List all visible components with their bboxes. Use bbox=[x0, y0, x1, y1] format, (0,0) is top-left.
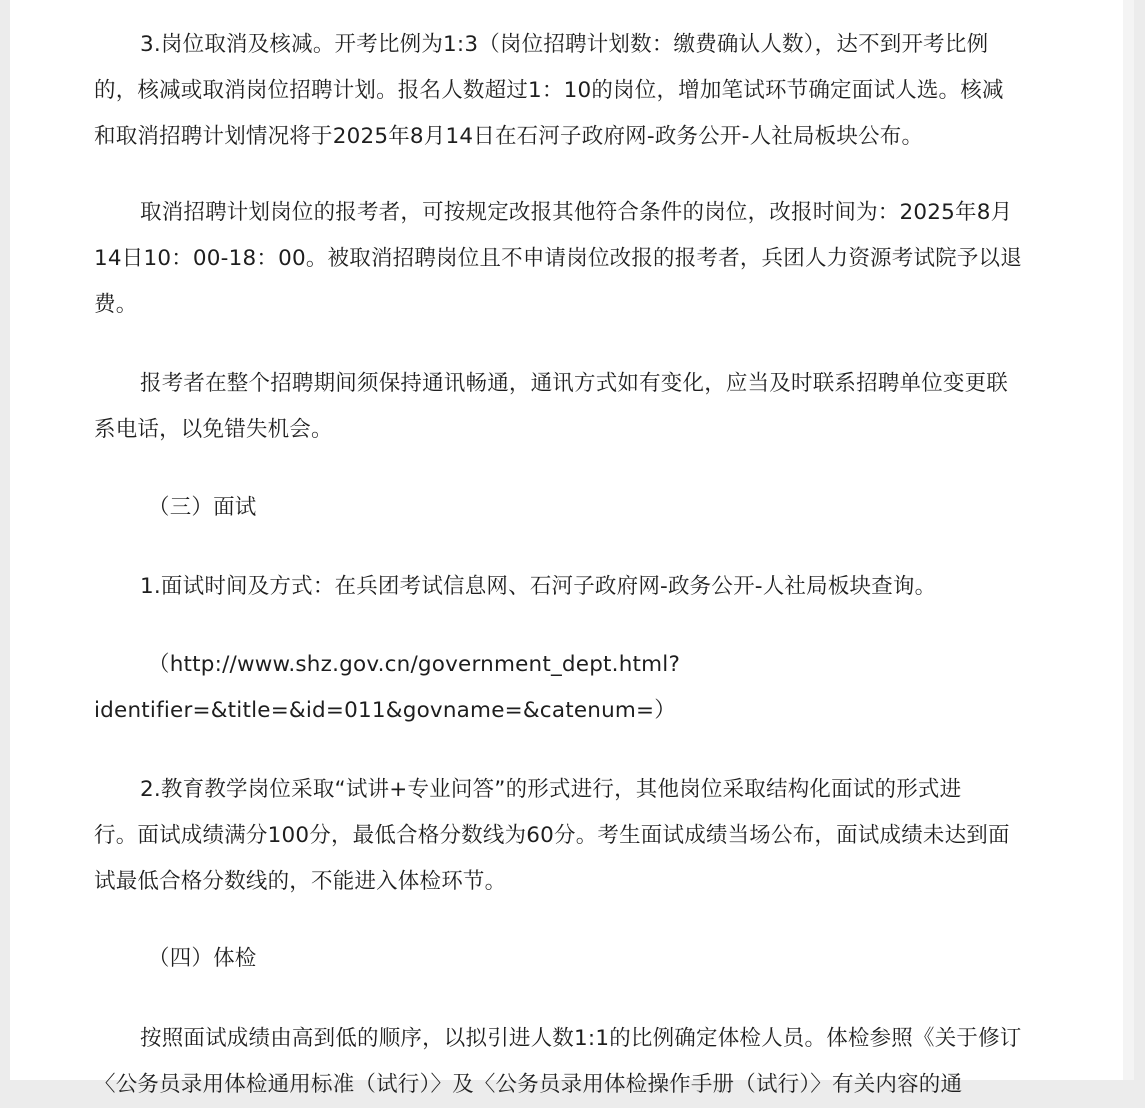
text-line: 报考者在整个招聘期间须保持通讯畅通，通讯方式如有变化，应当及时联系招聘单位变更联 bbox=[140, 371, 1009, 396]
text-line: 系电话，以免错失机会。 bbox=[94, 417, 333, 442]
text-line: 3.岗位取消及核减。开考比例为1:3（岗位招聘计划数：缴费确认人数），达不到开考比例 bbox=[140, 32, 989, 57]
text-line: 的，核减或取消岗位招聘计划。报名人数超过1：10的岗位，增加笔试环节确定面试人选。核减 bbox=[94, 78, 1004, 103]
text-line: 取消招聘计划岗位的报考者，可按规定改报其他符合条件的岗位，改报时间为：2025年8月 bbox=[140, 200, 1013, 225]
text-line: 和取消招聘计划情况将于2025年8月14日在石河子政府网-政务公开-人社局板块公布。 bbox=[94, 124, 924, 149]
paragraph-contact bbox=[94, 361, 1054, 453]
url-text-line: （http://www.shz.gov.cn/government_dept.html? bbox=[148, 652, 681, 677]
paragraph-reapply bbox=[94, 190, 1054, 328]
section-heading: （三）面试 bbox=[148, 495, 257, 520]
document-page bbox=[10, 0, 1134, 1097]
text-line: 按照面试成绩由高到低的顺序，以拟引进人数1:1的比例确定体检人员。体检参照《关于修订 bbox=[140, 1026, 1022, 1051]
heading-interview bbox=[94, 485, 1054, 531]
heading-medical bbox=[94, 936, 1054, 982]
section-heading: （四）体检 bbox=[148, 946, 257, 971]
text-line: 费。 bbox=[94, 292, 138, 317]
paragraph-interview-format bbox=[94, 767, 1054, 905]
paragraph-cancel-reduce bbox=[94, 22, 1054, 160]
text-line: 试最低合格分数线的，不能进入体检环节。 bbox=[94, 869, 507, 894]
text-line: 14日10：00-18：00。被取消招聘岗位且不申请岗位改报的报考者，兵团人力资源考试院予以退 bbox=[94, 246, 1022, 271]
text-line: 2.教育教学岗位采取“试讲+专业问答”的形式进行，其他岗位采取结构化面试的形式进 bbox=[140, 777, 962, 802]
vertical-scrollbar[interactable] bbox=[1123, 0, 1134, 1080]
text-line: 1.面试时间及方式：在兵团考试信息网、石河子政府网-政务公开-人社局板块查询。 bbox=[140, 574, 937, 599]
text-line: 〈公务员录用体检通用标准（试行）〉及〈公务员录用体检操作手册（试行）〉有关内容的通 bbox=[94, 1072, 963, 1097]
paragraph-medical bbox=[94, 1016, 1054, 1108]
paragraph-interview-time bbox=[94, 564, 1054, 610]
text-line: 行。面试成绩满分100分，最低合格分数线为60分。考生面试成绩当场公布，面试成绩未达到面 bbox=[94, 823, 1010, 848]
url-text-line: identifier=&title=&id=011&govname=&catenum=） bbox=[94, 698, 676, 723]
paragraph-interview-url bbox=[94, 642, 1054, 734]
